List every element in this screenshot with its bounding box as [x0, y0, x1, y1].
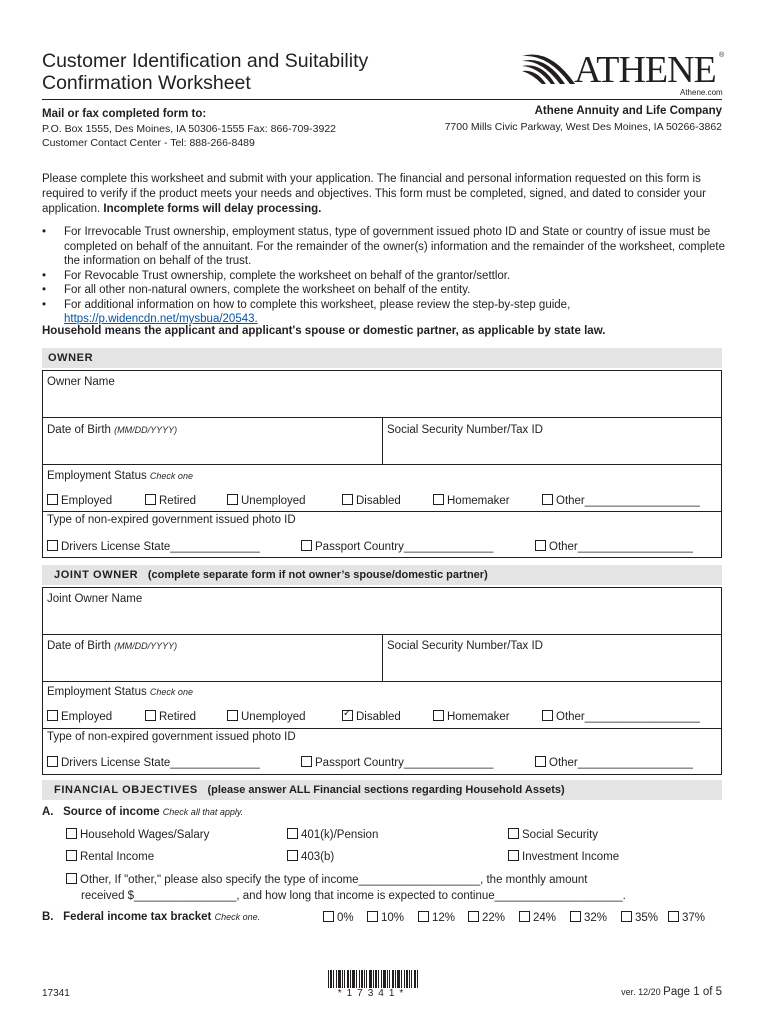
joint-owner-section-title: JOINT OWNER (complete separate form if not owner’s spouse/domestic partner) [54, 569, 488, 581]
version-text: ver. 12/20 [621, 987, 661, 997]
list-item [42, 298, 726, 327]
owner-ssn-label: Social Security Number/Tax ID [387, 424, 543, 436]
barcode [328, 970, 418, 988]
athene-logo [520, 48, 725, 90]
joint-owner-disabled-checkbox[interactable]: ✓ Disabled [342, 710, 401, 723]
version-page [621, 986, 722, 998]
income-wages-checkbox[interactable]: Household Wages/Salary [66, 828, 209, 841]
joint-owner-drivers-license-checkbox[interactable]: Drivers License State______________ [47, 756, 260, 769]
income-rental-checkbox[interactable]: Rental Income [66, 850, 154, 863]
income-401k-checkbox[interactable]: 401(k)/Pension [287, 828, 378, 841]
owner-passport-checkbox[interactable]: Passport Country______________ [301, 540, 493, 553]
joint-owner-employment-box [42, 681, 722, 729]
tax-37-checkbox[interactable]: 37% [668, 911, 705, 924]
intro-bold: Incomplete forms will delay processing. [103, 203, 322, 215]
header-divider [42, 99, 722, 100]
joint-owner-name-label: Joint Owner Name [47, 593, 143, 605]
owner-id-other-checkbox[interactable]: Other__________________ [535, 540, 693, 553]
joint-owner-dob-field[interactable] [42, 634, 383, 682]
mail-heading: Mail or fax completed form to: [42, 108, 207, 120]
logo-wordmark: ATHENE [574, 49, 716, 91]
joint-owner-other-checkbox[interactable]: Other__________________ [542, 710, 700, 723]
page-title [42, 50, 368, 94]
tax-24-checkbox[interactable]: 24% [519, 911, 556, 924]
intro-paragraph [42, 172, 724, 217]
income-other-checkbox[interactable]: Other, If "other," please also specify the type of income___________________, the monthly amount [66, 873, 587, 886]
page-number: Page 1 of 5 [663, 986, 722, 998]
form-number: 17341 [42, 988, 70, 999]
tax-12-checkbox[interactable]: 12% [418, 911, 455, 924]
tax-22-checkbox[interactable]: 22% [468, 911, 505, 924]
financial-section-header [42, 780, 722, 800]
mail-line-1: P.O. Box 1555, Des Moines, IA 50306-1555 Fax: 866-709-3922 [42, 123, 336, 135]
owner-disabled-checkbox[interactable]: Disabled [342, 494, 401, 507]
barcode-text: *17341* [337, 988, 409, 999]
owner-name-label: Owner Name [47, 376, 115, 388]
owner-employed-checkbox[interactable]: Employed [47, 494, 112, 507]
company-address: 7700 Mills Civic Parkway, West Des Moines, IA 50266-3862 [444, 121, 722, 133]
household-note: Household means the applicant and applicant's spouse or domestic partner, as applicable by state law. [42, 325, 606, 337]
title-line-1: Customer Identification and Suitability [42, 50, 369, 72]
financial-section-title: FINANCIAL OBJECTIVES (please answer ALL Financial sections regarding Household Assets) [54, 784, 565, 796]
income-social-security-checkbox[interactable]: Social Security [508, 828, 598, 841]
joint-owner-retired-checkbox[interactable]: Retired [145, 710, 196, 723]
mail-line-2: Customer Contact Center - Tel: 888-266-8489 [42, 137, 255, 149]
joint-owner-employed-checkbox[interactable]: Employed [47, 710, 112, 723]
income-403b-checkbox[interactable]: 403(b) [287, 850, 334, 863]
mail-address [42, 122, 336, 150]
joint-owner-id-label: Type of non-expired government issued photo ID [47, 731, 296, 743]
source-of-income-heading: A. Source of income Check all that apply. [42, 806, 244, 818]
list-item: • For Revocable Trust ownership, complete the worksheet on behalf of the grantor/settlor. [42, 269, 726, 284]
joint-owner-id-other-checkbox[interactable]: Other__________________ [535, 756, 693, 769]
checkmark-icon [342, 710, 353, 721]
owner-retired-checkbox[interactable]: Retired [145, 494, 196, 507]
owner-unemployed-checkbox[interactable]: Unemployed [227, 494, 306, 507]
tax-0-checkbox[interactable]: 0% [323, 911, 354, 924]
tax-32-checkbox[interactable]: 32% [570, 911, 607, 924]
title-line-2: Confirmation Worksheet [42, 72, 251, 94]
instruction-list [42, 225, 726, 327]
owner-section-title: OWNER [48, 352, 94, 364]
owner-section-header [42, 348, 722, 368]
owner-dob-label: Date of Birth (MM/DD/YYYY) [47, 424, 178, 436]
registered-mark: ® [719, 52, 725, 59]
owner-drivers-license-checkbox[interactable]: Drivers License State______________ [47, 540, 260, 553]
company-name: Athene Annuity and Life Company [534, 105, 722, 117]
list-item: • For Irrevocable Trust ownership, employment status, type of government issued photo ID and State or country of issue must be completed on behalf of the annuitant. For the remainder of the owner(s) information and the remainder of the worksheet, complete the information on behalf of the trust. [42, 225, 726, 269]
joint-owner-name-field[interactable] [42, 587, 722, 635]
tax-35-checkbox[interactable]: 35% [621, 911, 658, 924]
tax-10-checkbox[interactable]: 10% [367, 911, 404, 924]
joint-owner-ssn-field[interactable] [382, 634, 722, 682]
owner-id-label: Type of non-expired government issued photo ID [47, 514, 296, 526]
joint-owner-dob-label: Date of Birth (MM/DD/YYYY) [47, 640, 178, 652]
owner-id-box [42, 511, 722, 558]
tax-bracket-heading: B. Federal income tax bracket Check one. [42, 911, 261, 923]
owner-ssn-field[interactable] [382, 417, 722, 465]
owner-homemaker-checkbox[interactable]: Homemaker [433, 494, 510, 507]
joint-owner-section-header [42, 565, 722, 585]
guide-link[interactable]: https://p.widencdn.net/mysbua/20543. [64, 313, 258, 325]
owner-employment-box [42, 464, 722, 512]
joint-owner-ssn-label: Social Security Number/Tax ID [387, 640, 543, 652]
joint-owner-employment-label: Employment Status Check one [47, 686, 193, 698]
list-item: • For all other non-natural owners, complete the worksheet on behalf of the entity. [42, 283, 726, 298]
joint-owner-unemployed-checkbox[interactable]: Unemployed [227, 710, 306, 723]
owner-other-checkbox[interactable]: Other__________________ [542, 494, 700, 507]
website-text: Athene.com [680, 88, 723, 97]
income-other-details: received $________________, and how long that income is expected to continue____________________. [81, 890, 626, 902]
owner-dob-field[interactable] [42, 417, 383, 465]
intro-text: Please complete this worksheet and submit with your application. The financial and personal information requested on this form is required to verify if the product meets your needs and objectives. This form must be completed, signed, and dated to consider your application. [42, 173, 706, 215]
joint-owner-homemaker-checkbox[interactable]: Homemaker [433, 710, 510, 723]
joint-owner-id-box [42, 728, 722, 775]
joint-owner-passport-checkbox[interactable]: Passport Country______________ [301, 756, 493, 769]
barcode-icon [328, 970, 418, 988]
list-item-text: For additional information on how to complete this worksheet, please review the step-by-step guide, [64, 298, 571, 311]
income-investment-checkbox[interactable]: Investment Income [508, 850, 619, 863]
owner-name-field[interactable] [42, 370, 722, 418]
owner-employment-label: Employment Status Check one [47, 470, 193, 482]
